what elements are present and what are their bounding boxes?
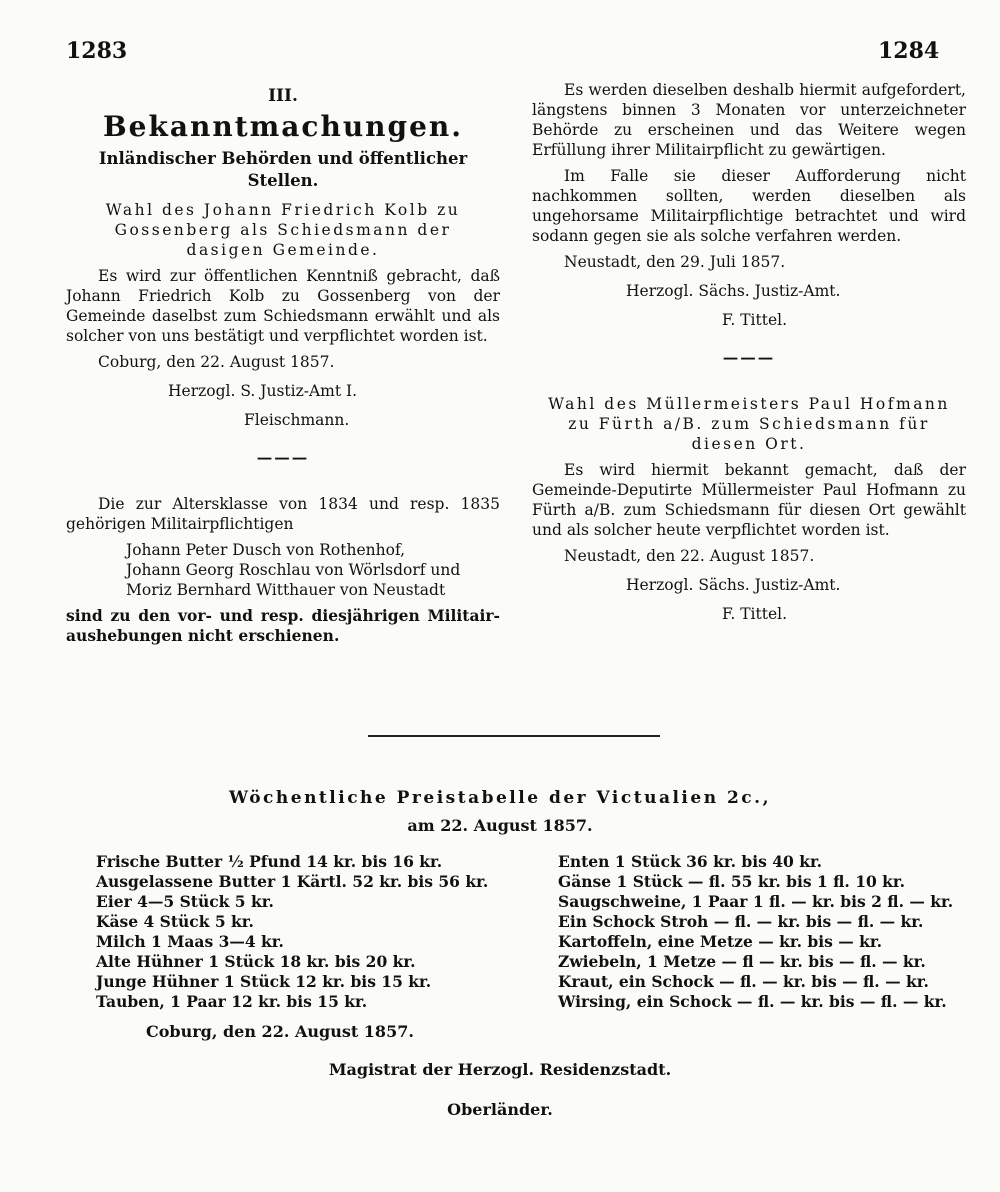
price-item: Wirsing, ein Schock — fl. — kr. bis — fl. — kr. (558, 992, 947, 1011)
price-item: Eier 4—5 Stück 5 kr. (96, 892, 274, 911)
price-item: Frische Butter ½ Pfund 14 kr. bis 16 kr. (96, 852, 443, 871)
price-item: Enten 1 Stück 36 kr. bis 40 kr. (558, 852, 823, 871)
section-separator-rule (368, 735, 660, 737)
divider-right: ——— (722, 348, 776, 367)
section-heading: Bekanntmachungen. (102, 110, 464, 143)
left-column (66, 86, 500, 646)
price-item: Kartoffeln, eine Metze — kr. bis — kr. (558, 932, 883, 951)
authority-justiz-amt-1: Herzogl. S. Justiz-Amt I. (168, 382, 358, 400)
person-item: Johann Georg Roschlau von Wörlsdorf und (126, 561, 461, 579)
notice-intro-militair: Die zur Altersklasse von 1834 und resp. 1835 gehörigen Militairpflichtigen (66, 495, 500, 533)
price-item: Käse 4 Stück 5 kr. (96, 912, 254, 931)
paragraph-aufforderung: Es werden dieselben deshalb hiermit aufgefordert, längstens binnen 3 Monaten vor unterzeichneter Behörde zu erscheinen und das Weitere wegen Erfüllung ihrer Militairpflicht zu gewärtigen. (532, 81, 966, 159)
section-number: III. (268, 86, 298, 106)
page-number-left: 1283 (66, 38, 128, 64)
section-subheading: Inländischer Behörden und öffentlicher Stellen. (98, 149, 468, 190)
price-authority: Magistrat der Herzogl. Residenzstadt. (328, 1060, 672, 1079)
price-table-title: Wöchentliche Preistabelle der Victualien 2c., (229, 788, 771, 808)
notice-title-hofmann: Wahl des Müllermeisters Paul Hofmann zu Fürth a/B. zum Schiedsmann für diesen Ort. (548, 395, 950, 453)
price-list-left (96, 852, 488, 1012)
price-table-date: am 22. August 1857. (407, 816, 593, 835)
price-item: Gänse 1 Stück — fl. 55 kr. bis 1 fl. 10 kr. (558, 872, 906, 891)
price-item: Kraut, ein Schock — fl. — kr. bis — fl. — kr. (558, 972, 929, 991)
paragraph-folgen: Im Falle sie dieser Aufforderung nicht nachkommen sollten, werden dieselben als ungehorsame Militairpflichtige betrachtet und wird sodann gegen sie als solche verfahren werden. (532, 167, 966, 245)
price-item: Junge Hühner 1 Stück 12 kr. bis 15 kr. (96, 972, 432, 991)
signature-fleischmann: Fleischmann. (244, 411, 350, 429)
price-place-date: Coburg, den 22. August 1857. (146, 1022, 414, 1041)
price-item: Zwiebeln, 1 Metze — fl — kr. bis — fl. — kr. (558, 952, 926, 971)
notice-title-kolb: Wahl des Johann Friedrich Kolb zu Gossenberg als Schiedsmann der dasigen Gemeinde. (105, 201, 461, 259)
signature-tittel-2: F. Tittel. (722, 605, 788, 623)
person-item: Moriz Bernhard Witthauer von Neustadt (126, 581, 446, 599)
divider-left: ——— (256, 448, 310, 467)
price-item: Ausgelassene Butter 1 Kärtl. 52 kr. bis 56 kr. (96, 872, 489, 891)
price-item: Tauben, 1 Paar 12 kr. bis 15 kr. (96, 992, 368, 1011)
page-number-right: 1284 (878, 38, 940, 64)
place-date-neustadt-juli: Neustadt, den 29. Juli 1857. (564, 253, 786, 271)
price-item: Alte Hühner 1 Stück 18 kr. bis 20 kr. (96, 952, 416, 971)
right-column (532, 80, 966, 624)
signature-tittel: F. Tittel. (722, 311, 788, 329)
notice-outro-militair: sind zu den vor- und resp. diesjährigen Militair-aushebungen nicht erschienen. (66, 606, 500, 645)
authority-saechs-justiz-amt-2: Herzogl. Sächs. Justiz-Amt. (626, 576, 841, 594)
price-item: Saugschweine, 1 Paar 1 fl. — kr. bis 2 fl. — kr. (558, 892, 954, 911)
place-date-neustadt-august: Neustadt, den 22. August 1857. (564, 547, 815, 565)
notice-body-kolb: Es wird zur öffentlichen Kenntniß gebracht, daß Johann Friedrich Kolb zu Gossenberg von der Gemeinde daselbst zum Schiedsmann erwählt und als solcher von uns bestätigt und verpflichtet worden ist. (66, 267, 500, 345)
price-item: Ein Schock Stroh — fl. — kr. bis — fl. — kr. (558, 912, 924, 931)
price-list-right (558, 852, 953, 1012)
persons-list (66, 540, 500, 600)
notice-body-hofmann: Es wird hiermit bekannt gemacht, daß der Gemeinde-Deputirte Müllermeister Paul Hofmann zu Fürth a/B. zum Schiedsmann für diesen Ort gewählt und als solcher heute verpflichtet worden ist. (532, 461, 966, 539)
authority-saechs-justiz-amt: Herzogl. Sächs. Justiz-Amt. (626, 282, 841, 300)
place-date-coburg: Coburg, den 22. August 1857. (98, 353, 335, 371)
price-signature: Oberländer. (447, 1100, 553, 1119)
person-item: Johann Peter Dusch von Rothenhof, (126, 541, 406, 559)
price-item: Milch 1 Maas 3—4 kr. (96, 932, 284, 951)
